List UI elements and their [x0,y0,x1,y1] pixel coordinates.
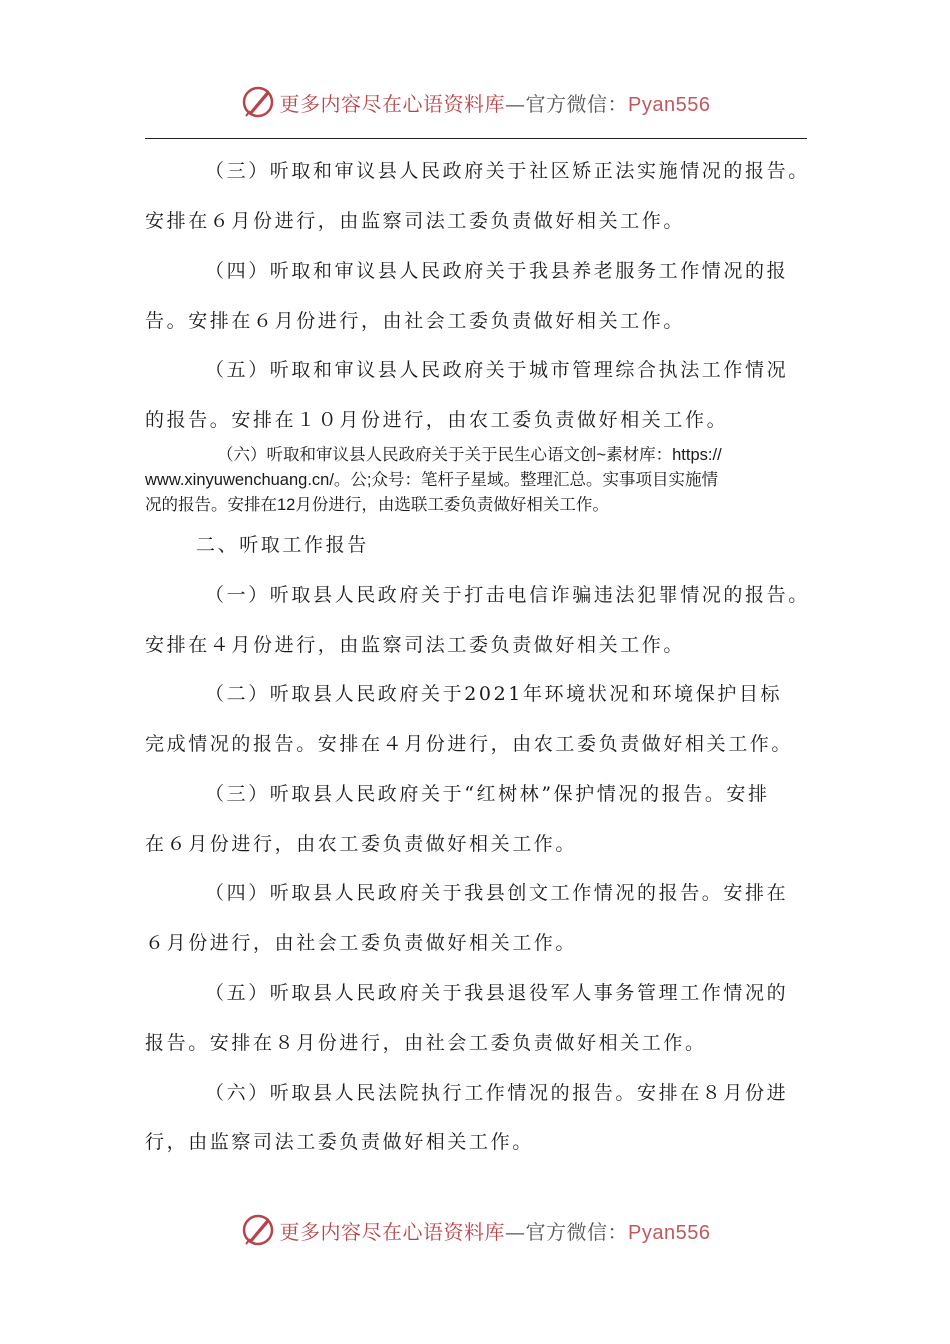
banner-wechat-account: Pyan556 [628,93,711,116]
banner-title: 更多内容尽在心语资料库 [279,1219,506,1244]
body-line: （四）听取县人民政府关于我县创文工作情况的报告。安排在 [205,882,789,904]
body-line: （三）听取和审议县人民政府关于社区矫正法实施情况的报告。 [205,160,810,182]
body-line: （五）听取和审议县人民政府关于城市管理综合执法工作情况 [205,359,789,381]
footer-banner [0,1210,950,1250]
body-line: 安排在４月份进行，由监察司法工委负责做好相关工作。 [145,634,686,656]
body-line: 的报告。安排在１０月份进行，由农工委负责做好相关工作。 [145,409,729,431]
body-line: 完成情况的报告。安排在４月份进行，由农工委负责做好相关工作。 [145,733,794,755]
body-line: 告。安排在６月份进行，由社会工委负责做好相关工作。 [145,310,686,332]
body-line: （一）听取县人民政府关于打击电信诈骗违法犯罪情况的报告。 [205,584,810,606]
body-line: 报告。安排在８月份进行，由社会工委负责做好相关工作。 [145,1032,707,1054]
body-line: （三）听取县人民政府关于“红树林”保护情况的报告。安排 [205,783,770,805]
body-line: 安排在６月份进行，由监察司法工委负责做好相关工作。 [145,210,686,232]
banner-wechat-account: Pyan556 [628,1221,711,1244]
body-line: （五）听取县人民政府关于我县退役军人事务管理工作情况的 [205,982,789,1004]
paragraph-line: www.xinyuwenchuang.cn/。公;众号：笔杆子星域。整理汇总。实事项目实施情 [145,471,719,489]
banner-wechat-label: —官方微信： [505,1219,629,1244]
inserted-paragraph [145,443,810,518]
body-line: （六）听取县人民法院执行工作情况的报告。安排在８月份进 [205,1082,789,1104]
body-line: 在６月份进行，由农工委负责做好相关工作。 [145,833,578,855]
section-heading: 二、听取工作报告 [196,534,369,556]
quill-logo-icon [240,84,276,120]
body-line: （二）听取县人民政府关于2021年环境状况和环境保护目标 [205,683,783,705]
body-line: 行，由监察司法工委负责做好相关工作。 [145,1131,534,1153]
header-banner [0,82,950,122]
quill-logo-icon [240,1212,276,1248]
body-line: （四）听取和审议县人民政府关于我县养老服务工作情况的报 [205,260,789,282]
paragraph-line: （六）听取和审议县人民政府关于关于民生心语文创~素材库：https:// [217,446,722,464]
paragraph-line: 况的报告。安排在12月份进行，由选联工委负责做好相关工作。 [145,496,609,514]
header-rule [145,138,807,139]
banner-title: 更多内容尽在心语资料库 [279,91,506,116]
body-line: ６月份进行，由社会工委负责做好相关工作。 [145,932,578,954]
banner-wechat-label: —官方微信： [505,91,629,116]
